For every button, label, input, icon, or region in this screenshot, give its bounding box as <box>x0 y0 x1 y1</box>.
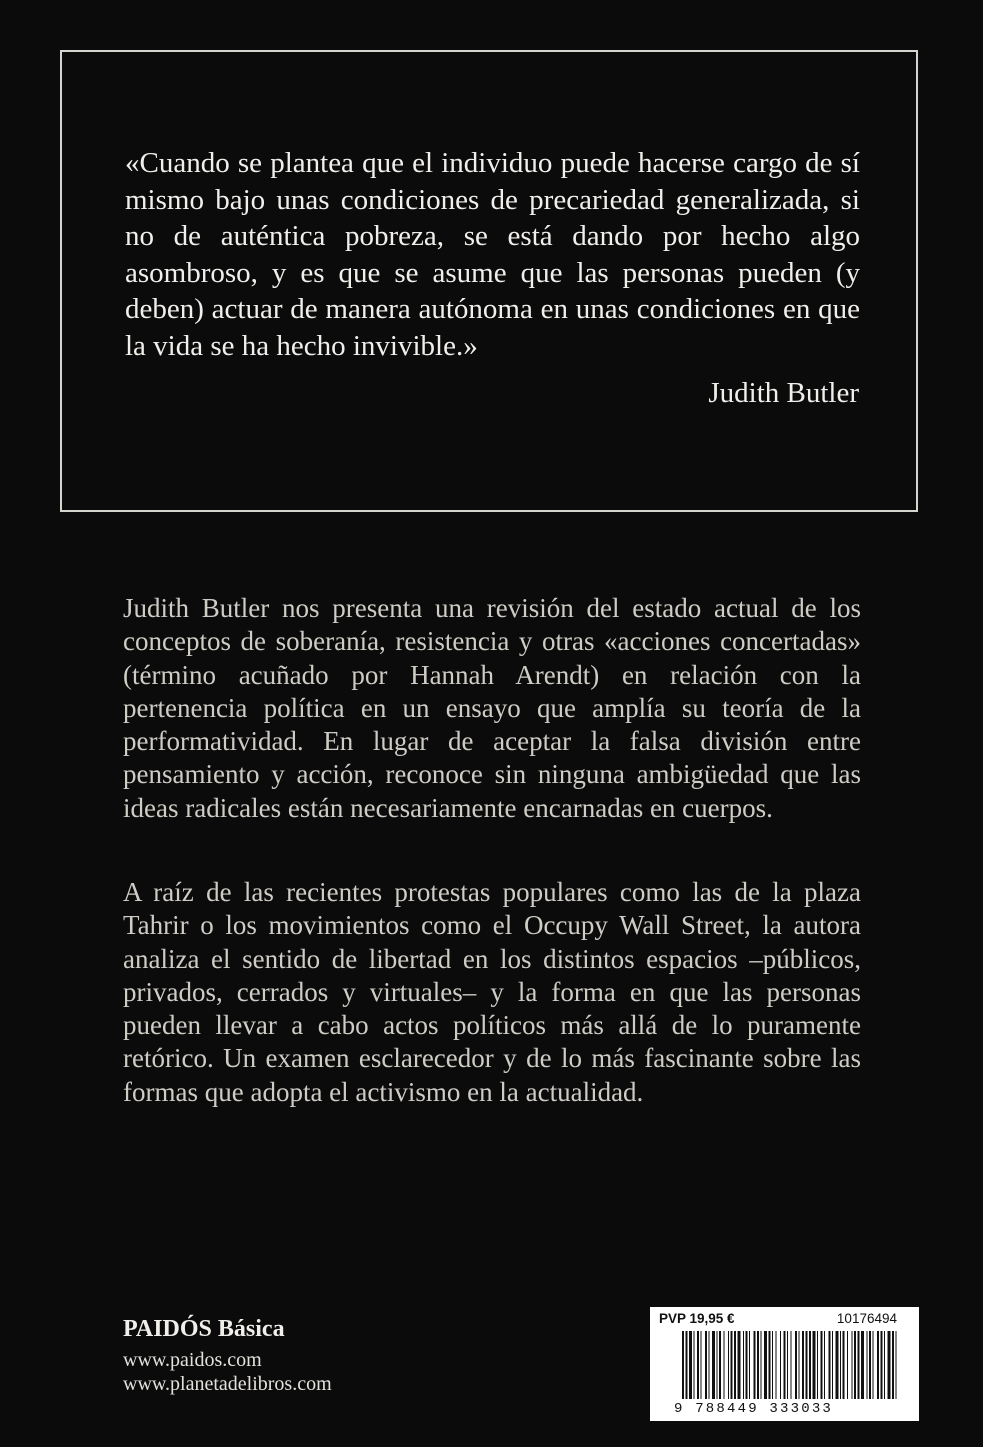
publisher-website-planeta: www.planetadelibros.com <box>123 1373 332 1395</box>
barcode-bar <box>832 1331 833 1399</box>
barcode-bar <box>772 1331 773 1399</box>
barcode-bar <box>813 1331 816 1399</box>
barcode-bar <box>884 1331 885 1399</box>
barcode-bar <box>769 1331 771 1399</box>
barcode-bar <box>877 1331 879 1399</box>
barcode-bar <box>896 1331 897 1399</box>
publisher-collection: PAIDÓS Básica <box>123 1316 285 1342</box>
barcode-bar <box>892 1331 894 1399</box>
barcode-bar <box>858 1331 860 1399</box>
barcode-bar <box>780 1331 781 1399</box>
barcode-bar <box>888 1331 891 1399</box>
barcode-bar <box>824 1331 825 1399</box>
isbn-digits: 9 788449 333033 <box>674 1401 834 1417</box>
barcode-bar <box>817 1331 818 1399</box>
barcode-graphic <box>682 1331 902 1401</box>
synopsis-paragraph-2: A raíz de las recientes protestas populares como las de la plaza Tahrir o los movimientos como el Occupy Wall Street, la autora analiza el sentido de libertad en los distintos espacios –públicos, privados, cerrados y virtuales– y la forma en que las personas pueden llevar a cabo actos políticos más allá de lo puramente retórico. Un examen esclarecedor y de lo más fascinante sobre las formas que adopta el activismo en la actualidad. <box>123 877 861 1107</box>
publisher-website-paidos: www.paidos.com <box>123 1349 262 1371</box>
barcode-bar <box>843 1331 845 1399</box>
barcode-bar <box>869 1331 871 1399</box>
barcode-bar <box>712 1331 715 1399</box>
quote-author: Judith Butler <box>708 377 859 409</box>
barcode-bar <box>873 1331 874 1399</box>
barcode-bar <box>705 1331 707 1399</box>
barcode-bar <box>787 1331 788 1399</box>
barcode-bar <box>764 1331 767 1399</box>
barcode-bar <box>847 1331 848 1399</box>
barcode-bar <box>776 1331 777 1399</box>
barcode-bar <box>799 1331 800 1399</box>
barcode-bar <box>757 1331 759 1399</box>
barcode-bar <box>682 1331 684 1399</box>
barcode-bar <box>795 1331 797 1399</box>
barcode-bar <box>852 1331 853 1399</box>
barcode-bar <box>802 1331 804 1399</box>
barcode-bar <box>829 1331 831 1399</box>
barcode-bar <box>686 1331 688 1399</box>
barcode-bar <box>728 1331 729 1399</box>
barcode-bar <box>791 1331 792 1399</box>
quote-text: «Cuando se plantea que el individuo puede hacerse cargo de sí mismo bajo unas condiciones de precariedad generalizada, si no de auténtica pobreza, se está dando por hecho algo asombroso, y es que se asume que las personas pueden (y deben) actuar de manera autónoma en unas condiciones en que la vida se ha hecho invivible.» <box>125 147 860 362</box>
price-label: PVP 19,95 € <box>659 1311 735 1326</box>
barcode-bar <box>840 1331 841 1399</box>
barcode-bar <box>754 1331 756 1399</box>
barcode-bar <box>731 1331 733 1399</box>
barcode-bar <box>749 1331 750 1399</box>
barcode-bar <box>836 1331 839 1399</box>
barcode-bar <box>734 1331 736 1399</box>
barcode-bar <box>694 1331 695 1399</box>
barcode-bar <box>746 1331 748 1399</box>
barcode-panel <box>650 1307 919 1421</box>
barcode-bar <box>738 1331 741 1399</box>
barcode-bar <box>854 1331 856 1399</box>
barcode-bar <box>689 1331 692 1399</box>
barcode-bar <box>821 1331 823 1399</box>
barcode-bar <box>724 1331 725 1399</box>
barcode-bar <box>719 1331 721 1399</box>
barcode-bar <box>697 1331 699 1399</box>
barcode-bar <box>867 1331 868 1399</box>
barcode-bar <box>717 1331 718 1399</box>
barcode-bar <box>881 1331 883 1399</box>
reference-number: 10176494 <box>836 1311 897 1326</box>
barcode-bar <box>806 1331 808 1399</box>
barcode-bar <box>861 1331 864 1399</box>
barcode-bar <box>809 1331 811 1399</box>
barcode-bar <box>709 1331 710 1399</box>
barcode-bar <box>743 1331 744 1399</box>
synopsis-paragraph-1: Judith Butler nos presenta una revisión del estado actual de los conceptos de soberanía, resistencia y otras «acciones concertadas» (término acuñado por Hannah Arendt) en relación con la pertenencia política en un ensayo que amplía su teoría de la performatividad. En lugar de aceptar la falsa división entre pensamiento y acción, reconoce sin ninguna ambigüedad que las ideas radicales están necesariamente encarnadas en cuerpos. <box>123 593 861 823</box>
barcode-bar <box>761 1331 762 1399</box>
barcode-bar <box>784 1331 786 1399</box>
barcode-bar <box>701 1331 702 1399</box>
